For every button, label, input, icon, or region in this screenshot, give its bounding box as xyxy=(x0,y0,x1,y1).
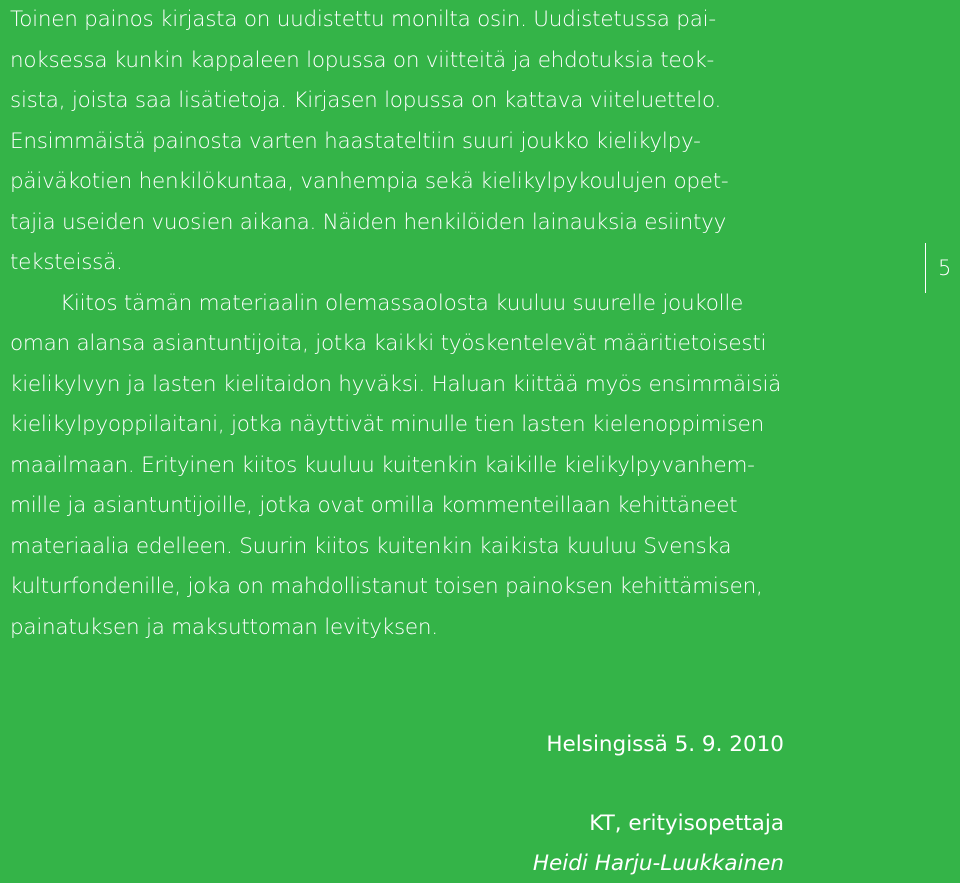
body-line: mille ja asiantuntijoille, jotka ovat omilla kommenteillaan kehittäneet xyxy=(10,493,738,518)
body-line: päiväkotien henkilökuntaa, vanhempia sekä kielikylpykoulujen opet- xyxy=(10,169,729,194)
body-line: Ensimmäistä painosta varten haastateltiin suuri joukko kielikylpy- xyxy=(10,128,701,154)
body-line: maailmaan. Erityinen kiitos kuuluu kuitenkin kaikille kielikylpyvanhem- xyxy=(10,452,755,478)
body-line: tajia useiden vuosien aikana. Näiden henkilöiden lainauksia esiintyy xyxy=(10,209,727,235)
body-line: kulturfondenille, joka on mahdollistanut toisen painoksen kehittämisen, xyxy=(10,574,763,599)
body-text xyxy=(10,0,785,648)
body-line: painatuksen ja maksuttoman levityksen. xyxy=(10,614,438,640)
body-line: oman alansa asiantuntijoita, jotka kaikki työskentelevät määritietoisesti xyxy=(10,331,767,356)
page-number: 5 xyxy=(938,256,952,280)
body-line: Toinen painos kirjasta on uudistettu monilta osin. Uudistetussa pai- xyxy=(10,7,716,32)
signature-author-title: KT, erityisopettaja xyxy=(589,811,784,836)
signature-author-name: Heidi Harju-Luukkainen xyxy=(532,851,784,876)
body-line: kielikylvyn ja lasten kielitaidon hyväksi. Haluan kiittää myös ensimmäisiä xyxy=(10,371,782,397)
body-line: sista, joista saa lisätietoja. Kirjasen lopussa on kattava viiteluettelo. xyxy=(10,88,722,113)
body-line: materiaalia edelleen. Suurin kiitos kuitenkin kaikista kuuluu Svenska xyxy=(10,533,732,559)
body-line: noksessa kunkin kappaleen lopussa on viitteitä ja ehdotuksia teok- xyxy=(10,47,715,73)
signature-place-date: Helsingissä 5. 9. 2010 xyxy=(546,732,784,757)
body-line: kielikylpyoppilaitani, jotka näyttivät minulle tien lasten kielenoppimisen xyxy=(10,412,765,437)
body-line-indented: Kiitos tämän materiaalin olemassaolosta kuuluu suurelle joukolle xyxy=(60,290,744,316)
page-number-marker xyxy=(925,243,951,293)
body-line: teksteissä. xyxy=(10,250,123,275)
